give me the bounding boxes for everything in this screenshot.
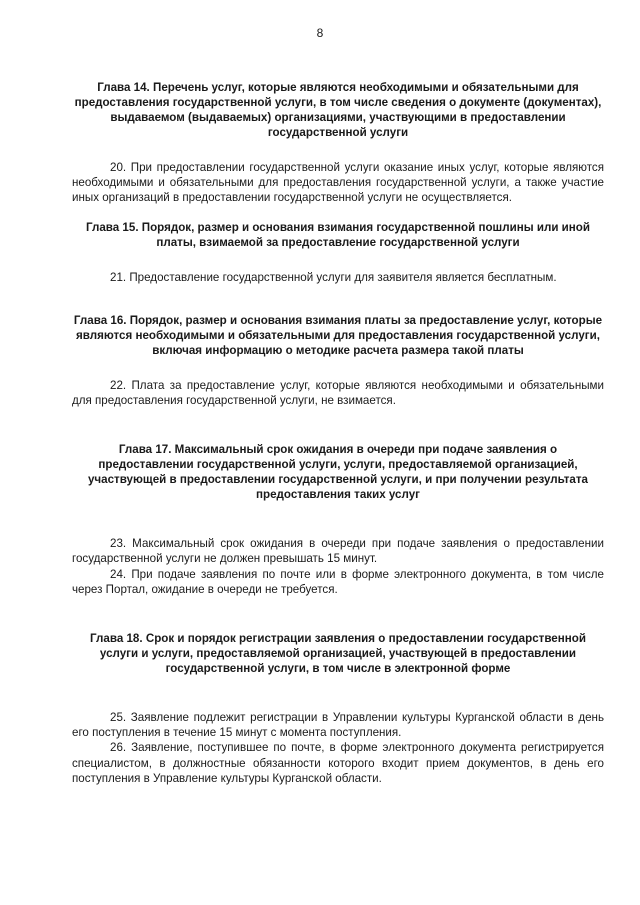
paragraph-20: 20. При предоставлении государственной услуги оказание иных услуг, которые являются необходимыми и обязательными для предоставления государственной услуги, а также участие иных организаций в предоставлении государственной услуги не осуществляется. bbox=[72, 161, 604, 205]
page-content bbox=[72, 80, 604, 786]
chapter-18 bbox=[72, 631, 604, 786]
chapter-17 bbox=[72, 442, 604, 597]
paragraph-25: 25. Заявление подлежит регистрации в Управлении культуры Курганской области в день его поступления в течение 15 минут с момента поступления. bbox=[72, 711, 604, 740]
chapter-18-heading: Глава 18. Срок и порядок регистрации заявления о предоставлении государственной услуги и услуги, предоставляемой организацией, участвующей в предоставлении государственной услуги, в том числе в электронной форме bbox=[90, 632, 586, 676]
chapter-14 bbox=[72, 80, 604, 206]
paragraph-22: 22. Плата за предоставление услуг, которые являются необходимыми и обязательными для предоставления государственной услуги, не взимается. bbox=[72, 378, 604, 408]
chapter-16 bbox=[72, 313, 604, 408]
chapter-17-heading: Глава 17. Максимальный срок ожидания в очереди при подаче заявления о предоставлении государственной услуги, услуги, предоставляемой организацией, участвующей в предоставлении государственной услуги, и при получении результата предоставления таких услуг bbox=[87, 443, 589, 502]
paragraph-26: 26. Заявление, поступившее по почте, в форме электронного документа регистрируется специалистом, в должностные обязанности которого входит прием документов, в день его поступления в Управление культуры Курганской области. bbox=[72, 741, 604, 785]
paragraph-24: 24. При подаче заявления по почте или в форме электронного документа, в том числе через Портал, ожидание в очереди не требуется. bbox=[72, 567, 604, 596]
chapter-16-heading: Глава 16. Порядок, размер и основания взимания платы за предоставление услуг, которые являются необходимыми и обязательными для предоставления государственной услуги, включая информацию о методике расчета размера такой платы bbox=[73, 313, 603, 357]
chapter-14-heading: Глава 14. Перечень услуг, которые являются необходимыми и обязательными для предоставления государственной услуги, в том числе сведения о документе (документах), выдаваемом (выдаваемых) организациями, участвующими в предоставлении государственной услуги bbox=[74, 81, 602, 139]
page-number: 8 bbox=[316, 26, 324, 40]
chapter-15 bbox=[72, 220, 604, 285]
chapter-15-heading: Глава 15. Порядок, размер и основания взимания государственной пошлины или иной платы, взимаемой за предоставление государственной услуги bbox=[85, 220, 591, 249]
paragraph-21: 21. Предоставление государственной услуги для заявителя является бесплатным. bbox=[110, 270, 557, 284]
paragraph-23: 23. Максимальный срок ожидания в очереди при подаче заявления о предоставлении государственной услуги не должен превышать 15 минут. bbox=[72, 537, 604, 566]
